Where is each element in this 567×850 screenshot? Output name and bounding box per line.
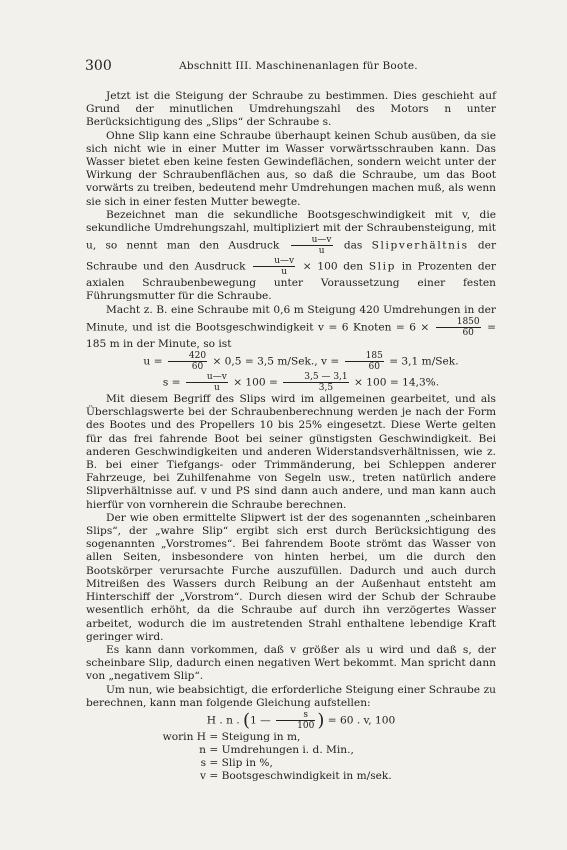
equation-u-v	[86, 351, 496, 372]
legend-key: v	[200, 769, 206, 782]
running-header: Abschnitt III. Maschinenanlagen für Boote.	[179, 60, 418, 72]
paragraph: Jetzt ist die Steigung der Schraube zu bestimmen. Dies geschieht auf Grund der minutlichen Umdrehungszahl des Motors n unter Berücksichtigung des „Slips“ der Schraube s.	[86, 90, 496, 129]
variable-legend	[154, 731, 496, 783]
text-run: × 0,5 = 3,5 m/Sek., v =	[212, 355, 340, 368]
text-run: in Prozenten der axialen Schraubenbewegung unter Voraussetzung einer festen Führungsmutter für die Schraube.	[86, 260, 496, 303]
u-fraction	[168, 351, 207, 372]
legend-key: worin H	[162, 730, 206, 743]
text-run: Bezeichnet man die sekundliche Bootsgeschwindigkeit mit v, die sekundliche Umdrehungszahl, multipliziert mit der Schraubensteigung, mit u, so nennt man den Ausdruck	[86, 208, 496, 252]
equation-s	[86, 372, 496, 393]
text-run: s =	[162, 376, 181, 389]
denominator: 3,5	[318, 383, 334, 394]
numerator: 420	[168, 351, 207, 362]
numerator: s	[276, 710, 315, 721]
term: Slip	[368, 260, 397, 273]
paragraph: Um nun, wie beabsichtigt, die erforderliche Steigung einer Schraube zu berechnen, kann man folgende Gleichung aufstellen:	[86, 683, 496, 709]
paragraph: Mit diesem Begriff des Slips wird im allgemeinen gearbeitet, und als Überschlagswerte bei der Schraubenberechnung werden je nach der Form des Bootes und des Propellers 10 bis 25% eingesetzt. Diese Werte gelten für das frei fahrende Boot bei seiner günstigsten Geschwindigkeit. Bei anderen Geschwindigkeiten und anderen Widerstandsverhältnissen, wie z. B. bei einer Tiefgangs- oder Trimmänderung, bei Schleppen anderer Fahrzeuge, bei Zuhilfenahme von Segeln usw., treten natürlich andere Slipverhältnisse auf. v und PS sind dann auch andere, und man kann auch hierfür von vornherein die Schraube berechnen.	[86, 393, 496, 511]
legend-value: = Bootsgeschwindigkeit in m/sek.	[209, 769, 392, 782]
paragraph: Der wie oben ermittelte Slipwert ist der des sogenannten „scheinbaren Slips“, der „wahre Slip“ ergibt sich erst durch Berücksichtigung des sogenannten „Vorstromes“. Bei fahrendem Boote strömt das Wasser von allen Seiten, insbesondere von hinten herbei, um die durch den Bootskörper verursachte Furche auszufüllen. Dadurch und auch durch Mitreißen des Wassers durch Reibung an der Außenhaut entsteht am Hinterschiff der „Vorstrom“. Durch diesen wird der Schub der Schraube wesentlich erhöht, da die Schraube auf durch ihn verzögertes Wasser arbeitet, wodurch die im austretenden Strahl enthaltene lebendige Kraft geringer wird.	[86, 511, 496, 643]
text-run: = 185 m in der Minute, so ist	[86, 321, 496, 350]
denominator: 60	[462, 327, 474, 338]
denominator: 60	[191, 362, 204, 373]
numerator: 3,5 — 3,1	[283, 372, 348, 383]
denominator: u	[281, 267, 288, 278]
paren-close: )	[317, 709, 325, 731]
text-run: = 60 . v, 100	[327, 714, 396, 727]
denominator: u	[318, 246, 325, 257]
denominator: u	[213, 383, 220, 394]
paragraph: Es kann dann vorkommen, daß v größer als u wird und daß s, der scheinbare Slip, dadurch einen negativen Wert bekommt. Man spricht dann von „negativem Slip“.	[86, 643, 496, 683]
page-body	[86, 90, 496, 783]
paragraph: Ohne Slip kann eine Schraube überhaupt keinen Schub ausüben, da sie sich nicht wie in einer Mutter im Wasser vorwärtsschrauben kann. Das Wasser bietet eben keine festen Gewindeflächen, sondern weicht unter der Wirkung der Schraubenflächen aus, so daß die Schraube, um das Boot vorwärts zu treiben, bedeutend mehr Umdrehungen machen muß, als wenn sie sich in einer festen Mutter bewegte.	[86, 129, 496, 208]
legend-value: = Steigung in m,	[209, 730, 301, 743]
text-run: H . n .	[206, 714, 240, 727]
pitch-equation	[86, 710, 496, 731]
slip-fraction	[253, 256, 295, 277]
text-run: das	[343, 239, 363, 252]
text-run: × 100 = 14,3%.	[354, 376, 440, 389]
page-number: 300	[85, 58, 112, 74]
text-run: × 100 =	[233, 376, 278, 389]
knot-fraction	[436, 317, 481, 338]
legend-row	[154, 757, 496, 770]
slip-percent-fraction	[276, 710, 315, 731]
text-run: = 3,1 m/Sek.	[389, 355, 459, 368]
numerator: u—v	[291, 235, 333, 246]
paren-open: (	[243, 709, 251, 731]
s-fraction	[186, 372, 228, 393]
paragraph	[86, 209, 496, 304]
text-run: × 100 den	[302, 260, 364, 273]
term: Slipverhältnis	[371, 239, 469, 252]
numerator: u—v	[186, 372, 228, 383]
legend-key: n	[199, 743, 206, 756]
numerator: u—v	[253, 256, 295, 267]
legend-row	[154, 770, 496, 783]
legend-key: s	[200, 756, 206, 769]
legend-row	[154, 744, 496, 757]
denominator: 60	[368, 362, 380, 373]
text-run: u =	[143, 355, 163, 368]
denominator: 100	[297, 720, 315, 731]
numerator: 1850	[436, 317, 481, 328]
paragraph	[86, 304, 496, 351]
s-value-fraction	[283, 372, 348, 393]
v-fraction	[345, 351, 384, 372]
legend-value: = Slip in %,	[209, 756, 273, 769]
text-run: Macht z. B. eine Schraube mit 0,6 m Steigung 420 Umdrehungen in der Minute, und ist die Bootsgeschwindigkeit v = 6 Knoten = 6 ×	[86, 303, 496, 334]
slip-ratio-fraction	[291, 235, 333, 256]
legend-value: = Umdrehungen i. d. Min.,	[209, 743, 354, 756]
text-run: 1 —	[250, 714, 271, 727]
text-run: der Schraube und den Ausdruck	[86, 239, 497, 273]
legend-row	[154, 731, 496, 744]
numerator: 185	[345, 351, 384, 362]
